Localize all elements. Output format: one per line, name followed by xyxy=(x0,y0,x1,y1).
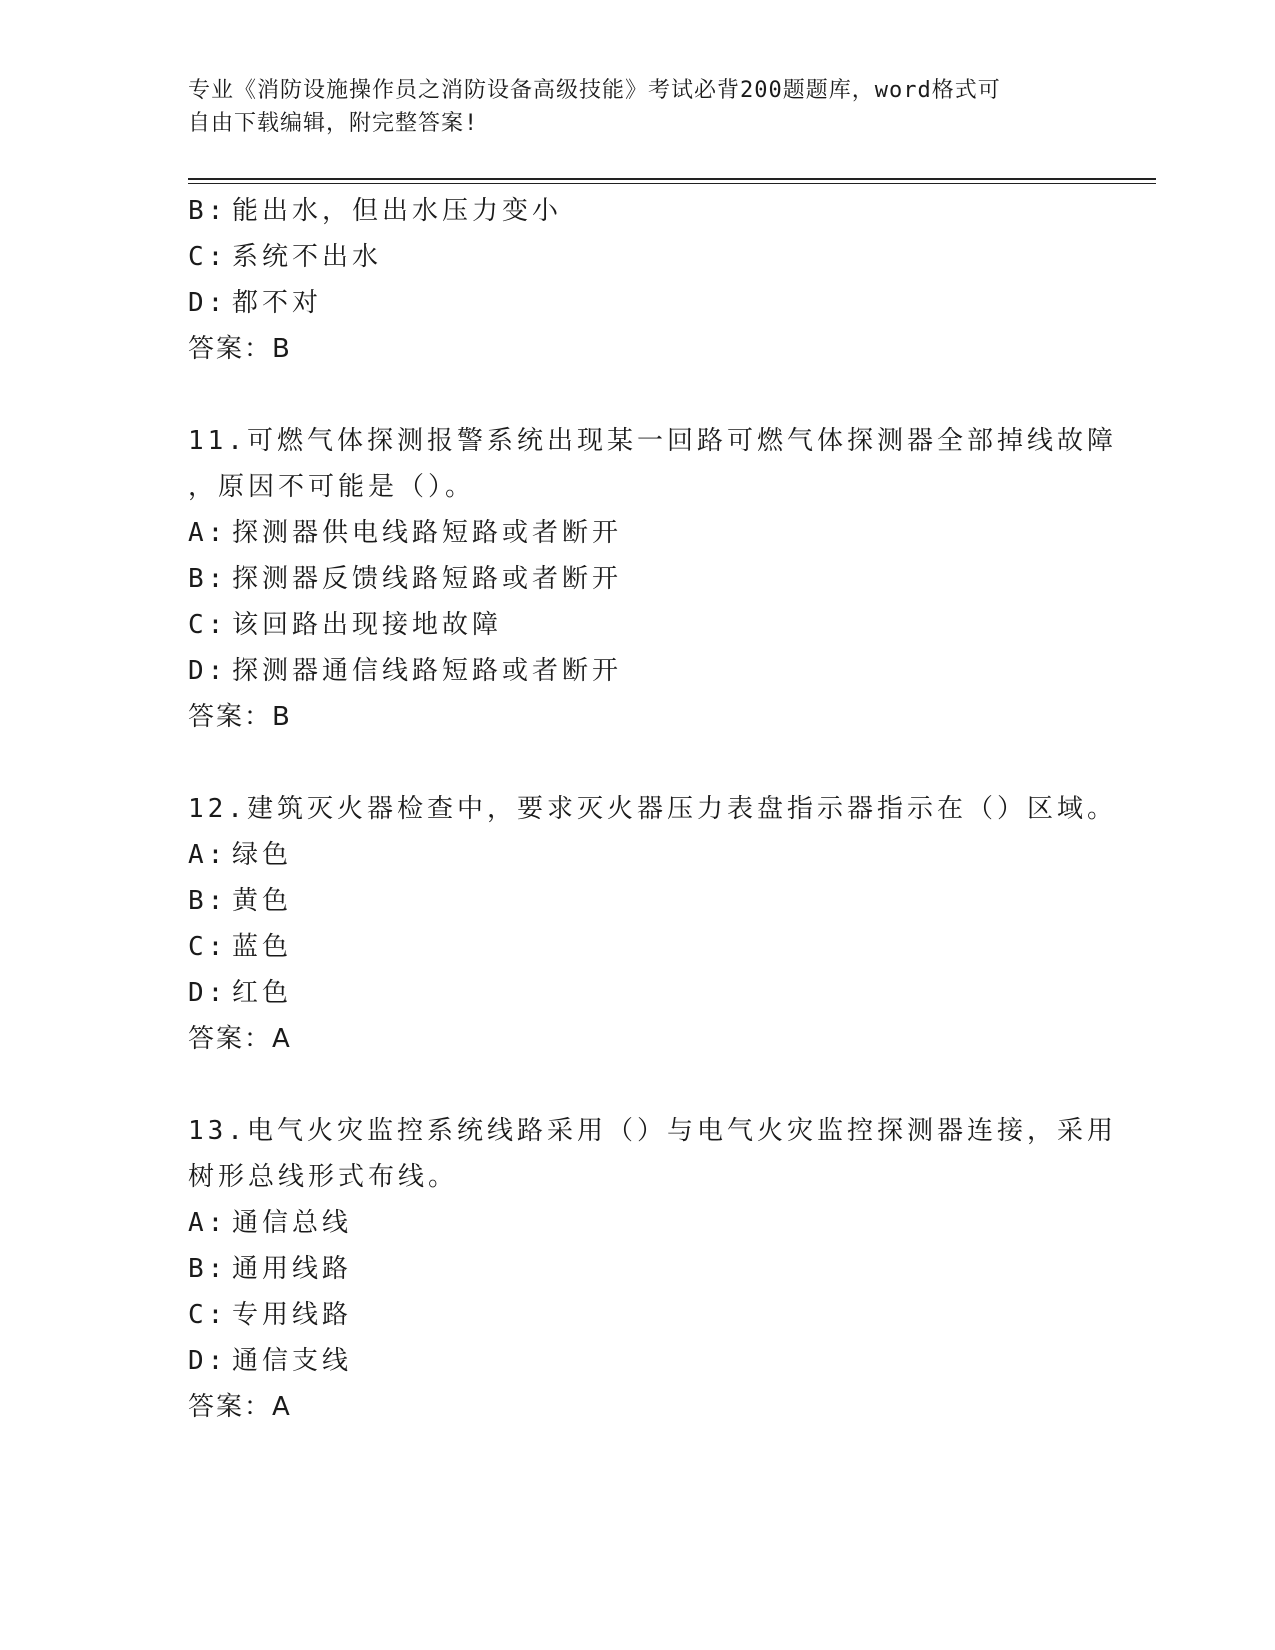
option-line xyxy=(188,510,1088,556)
option-text: 该回路出现接地故障 xyxy=(232,610,503,640)
option-text: 都不对 xyxy=(232,288,323,318)
question-block xyxy=(188,1108,1117,1430)
answer-line: 答案：B xyxy=(188,334,292,364)
option-key: A: xyxy=(188,840,228,870)
option-text: 系统不出水 xyxy=(232,242,383,272)
question-block xyxy=(188,786,1117,1062)
option-key: B: xyxy=(188,564,228,594)
option-line xyxy=(188,234,1088,280)
option-text: 蓝色 xyxy=(232,932,293,962)
option-key: D: xyxy=(188,656,228,686)
option-line xyxy=(188,970,1088,1016)
question-stem: 12.建筑灭火器检查中，要求灭火器压力表盘指示器指示在（）区域。 xyxy=(188,794,1117,824)
option-line xyxy=(188,1200,1088,1246)
option-key: D: xyxy=(188,288,228,318)
question-stem-continued: 树形总线形式布线。 xyxy=(188,1162,459,1192)
document-header xyxy=(188,74,1088,140)
question-stem: 13.电气火灾监控系统线路采用（）与电气火灾监控探测器连接，采用 xyxy=(188,1116,1117,1146)
question-content xyxy=(188,188,1117,1430)
option-key: B: xyxy=(188,886,228,916)
spacer xyxy=(188,372,1088,418)
answer-line: 答案：A xyxy=(188,1392,292,1422)
option-line xyxy=(188,878,1088,924)
option-key: D: xyxy=(188,1346,228,1376)
option-line xyxy=(188,832,1088,878)
option-line xyxy=(188,924,1088,970)
option-line xyxy=(188,1246,1088,1292)
option-text: 通信支线 xyxy=(232,1346,353,1376)
option-line xyxy=(188,556,1088,602)
option-key: C: xyxy=(188,610,228,640)
option-text: 通用线路 xyxy=(232,1254,353,1284)
option-line xyxy=(188,280,1088,326)
option-text: 黄色 xyxy=(232,886,293,916)
spacer xyxy=(188,740,1088,786)
spacer xyxy=(188,1062,1088,1108)
option-text: 能出水，但出水压力变小 xyxy=(232,196,563,226)
header-line-2: 自由下载编辑，附完整答案! xyxy=(188,111,479,136)
option-key: C: xyxy=(188,932,228,962)
question-stem: 11.可燃气体探测报警系统出现某一回路可燃气体探测器全部掉线故障 xyxy=(188,426,1117,456)
option-text: 探测器通信线路短路或者断开 xyxy=(232,656,623,686)
answer-line: 答案：A xyxy=(188,1024,292,1054)
header-line-1: 专业《消防设施操作员之消防设备高级技能》考试必背200题题库，word格式可 xyxy=(188,78,1001,103)
option-text: 探测器供电线路短路或者断开 xyxy=(232,518,623,548)
option-line xyxy=(188,602,1088,648)
question-block xyxy=(188,418,1117,740)
option-line xyxy=(188,1292,1088,1338)
option-key: A: xyxy=(188,518,228,548)
option-text: 通信总线 xyxy=(232,1208,353,1238)
option-key: B: xyxy=(188,1254,228,1284)
option-key: A: xyxy=(188,1208,228,1238)
option-line xyxy=(188,1338,1088,1384)
option-text: 探测器反馈线路短路或者断开 xyxy=(232,564,623,594)
question-stem-continued: ，原因不可能是（）。 xyxy=(188,472,476,502)
carryover-question xyxy=(188,188,1088,372)
answer-line: 答案：B xyxy=(188,702,292,732)
option-text: 专用线路 xyxy=(232,1300,353,1330)
option-line xyxy=(188,188,1088,234)
option-text: 红色 xyxy=(232,978,293,1008)
option-key: D: xyxy=(188,978,228,1008)
header-divider xyxy=(188,178,1156,184)
option-key: B: xyxy=(188,196,228,226)
option-key: C: xyxy=(188,1300,228,1330)
option-line xyxy=(188,648,1088,694)
option-key: C: xyxy=(188,242,228,272)
option-text: 绿色 xyxy=(232,840,293,870)
